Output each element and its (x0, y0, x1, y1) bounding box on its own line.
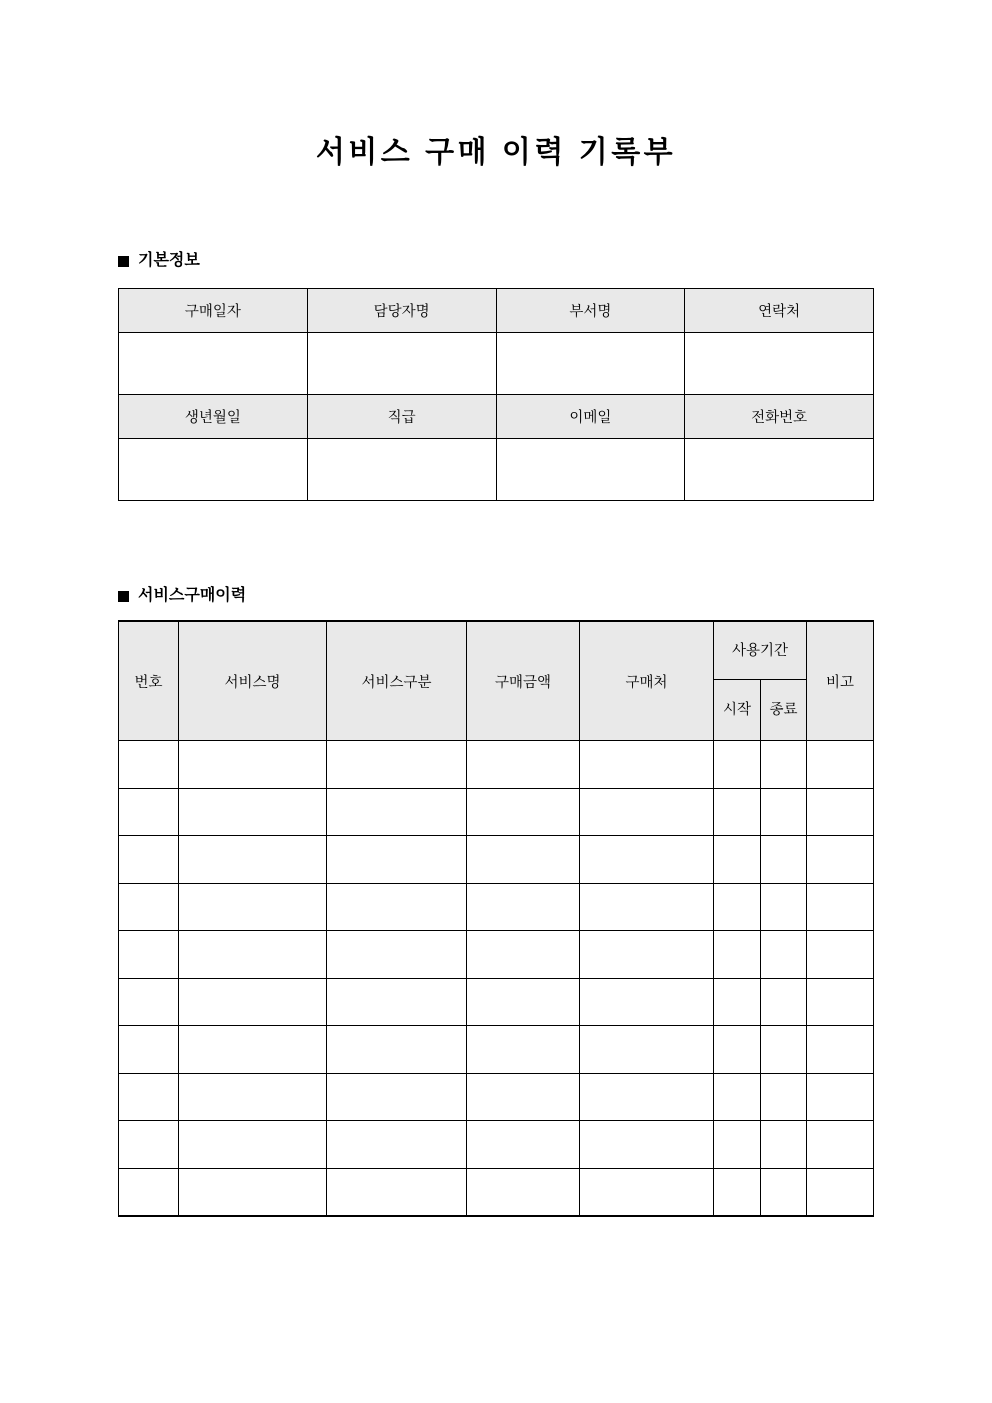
table-row (119, 836, 874, 884)
section-heading-label: 기본정보 (138, 252, 200, 269)
input-cell-person-name[interactable] (307, 333, 496, 395)
cell-vendor[interactable] (580, 1026, 714, 1074)
cell-purchase-amount[interactable] (467, 1168, 580, 1216)
cell-purchase-amount[interactable] (467, 1121, 580, 1169)
cell-service-type[interactable] (327, 741, 467, 789)
cell-period-end[interactable] (761, 1073, 807, 1121)
input-cell-department[interactable] (496, 333, 685, 395)
cell-number[interactable] (119, 788, 179, 836)
cell-period-end[interactable] (761, 1168, 807, 1216)
basic-info-table (118, 288, 874, 501)
table-row (119, 978, 874, 1026)
cell-purchase-amount[interactable] (467, 836, 580, 884)
table-row-entry (119, 439, 874, 501)
cell-vendor[interactable] (580, 741, 714, 789)
input-cell-phone-number[interactable] (685, 439, 874, 501)
cell-number[interactable] (119, 931, 179, 979)
cell-number[interactable] (119, 741, 179, 789)
cell-period-end[interactable] (761, 741, 807, 789)
cell-service-type[interactable] (327, 1026, 467, 1074)
section-heading-basic-info (118, 250, 200, 272)
cell-number[interactable] (119, 1121, 179, 1169)
cell-purchase-amount[interactable] (467, 931, 580, 979)
input-cell-position[interactable] (307, 439, 496, 501)
cell-vendor[interactable] (580, 1073, 714, 1121)
cell-purchase-amount[interactable] (467, 1026, 580, 1074)
cell-purchase-amount[interactable] (467, 741, 580, 789)
cell-remark[interactable] (807, 883, 874, 931)
cell-period-start[interactable] (714, 836, 761, 884)
header-cell-birth-date: 생년월일 (119, 395, 308, 439)
cell-period-start[interactable] (714, 1121, 761, 1169)
input-cell-birth-date[interactable] (119, 439, 308, 501)
header-cell-phone-number: 전화번호 (685, 395, 874, 439)
cell-service-type[interactable] (327, 883, 467, 931)
header-cell-number: 번호 (119, 621, 179, 741)
cell-remark[interactable] (807, 788, 874, 836)
cell-vendor[interactable] (580, 836, 714, 884)
cell-service-name[interactable] (179, 741, 327, 789)
service-purchase-history-table (118, 620, 874, 1217)
cell-remark[interactable] (807, 1073, 874, 1121)
history-table-body (119, 741, 874, 1217)
header-cell-email: 이메일 (496, 395, 685, 439)
table-row (119, 931, 874, 979)
header-cell-remark: 비고 (807, 621, 874, 741)
cell-service-type[interactable] (327, 931, 467, 979)
cell-vendor[interactable] (580, 1168, 714, 1216)
header-cell-purchase-date: 구매일자 (119, 289, 308, 333)
cell-remark[interactable] (807, 978, 874, 1026)
cell-service-name[interactable] (179, 788, 327, 836)
header-cell-department: 부서명 (496, 289, 685, 333)
cell-service-type[interactable] (327, 1121, 467, 1169)
cell-service-type[interactable] (327, 1168, 467, 1216)
cell-number[interactable] (119, 978, 179, 1026)
cell-period-start[interactable] (714, 883, 761, 931)
cell-period-start[interactable] (714, 931, 761, 979)
cell-period-start[interactable] (714, 1168, 761, 1216)
table-row (119, 741, 874, 789)
cell-service-type[interactable] (327, 978, 467, 1026)
table-row (119, 1121, 874, 1169)
table-row (119, 1026, 874, 1074)
cell-service-name[interactable] (179, 1073, 327, 1121)
cell-service-name[interactable] (179, 883, 327, 931)
cell-period-end[interactable] (761, 978, 807, 1026)
cell-service-name[interactable] (179, 1168, 327, 1216)
cell-service-name[interactable] (179, 931, 327, 979)
table-row (119, 883, 874, 931)
header-cell-vendor: 구매처 (580, 621, 714, 741)
cell-remark[interactable] (807, 931, 874, 979)
cell-number[interactable] (119, 883, 179, 931)
cell-period-start[interactable] (714, 978, 761, 1026)
cell-period-end[interactable] (761, 836, 807, 884)
table-row (119, 1168, 874, 1216)
cell-service-name[interactable] (179, 1121, 327, 1169)
cell-period-end[interactable] (761, 883, 807, 931)
cell-number[interactable] (119, 836, 179, 884)
header-cell-service-type: 서비스구분 (327, 621, 467, 741)
input-cell-contact[interactable] (685, 333, 874, 395)
cell-number[interactable] (119, 1073, 179, 1121)
header-cell-service-name: 서비스명 (179, 621, 327, 741)
cell-number[interactable] (119, 1026, 179, 1074)
table-row-header-top (119, 621, 874, 680)
cell-period-end[interactable] (761, 1026, 807, 1074)
cell-remark[interactable] (807, 1121, 874, 1169)
header-cell-period-end: 종료 (761, 680, 807, 741)
section-heading-service-history (118, 585, 246, 607)
cell-period-start[interactable] (714, 741, 761, 789)
cell-remark[interactable] (807, 1026, 874, 1074)
cell-vendor[interactable] (580, 883, 714, 931)
cell-purchase-amount[interactable] (467, 1073, 580, 1121)
cell-service-type[interactable] (327, 836, 467, 884)
table-row-header (119, 289, 874, 333)
cell-vendor[interactable] (580, 978, 714, 1026)
table-row (119, 1073, 874, 1121)
cell-period-end[interactable] (761, 788, 807, 836)
section-heading-label: 서비스구매이력 (138, 587, 247, 604)
cell-service-name[interactable] (179, 836, 327, 884)
cell-period-end[interactable] (761, 1121, 807, 1169)
header-cell-contact: 연락처 (685, 289, 874, 333)
cell-vendor[interactable] (580, 931, 714, 979)
black-square-bullet-icon (118, 591, 129, 602)
table-row-header (119, 395, 874, 439)
cell-remark[interactable] (807, 741, 874, 789)
table-row (119, 788, 874, 836)
cell-purchase-amount[interactable] (467, 978, 580, 1026)
input-cell-purchase-date[interactable] (119, 333, 308, 395)
black-square-bullet-icon (118, 256, 129, 267)
input-cell-email[interactable] (496, 439, 685, 501)
header-cell-person-name: 담당자명 (307, 289, 496, 333)
cell-vendor[interactable] (580, 788, 714, 836)
cell-number[interactable] (119, 1168, 179, 1216)
cell-purchase-amount[interactable] (467, 788, 580, 836)
cell-service-name[interactable] (179, 978, 327, 1026)
header-cell-position: 직급 (307, 395, 496, 439)
cell-remark[interactable] (807, 836, 874, 884)
cell-service-type[interactable] (327, 1073, 467, 1121)
header-cell-period-start: 시작 (714, 680, 761, 741)
header-cell-usage-period: 사용기간 (714, 621, 807, 680)
cell-period-start[interactable] (714, 1026, 761, 1074)
header-cell-purchase-amount: 구매금액 (467, 621, 580, 741)
cell-period-end[interactable] (761, 931, 807, 979)
table-row-entry (119, 333, 874, 395)
cell-vendor[interactable] (580, 1121, 714, 1169)
cell-period-start[interactable] (714, 788, 761, 836)
page-title: 서비스 구매 이력 기록부 (315, 136, 677, 169)
cell-period-start[interactable] (714, 1073, 761, 1121)
cell-purchase-amount[interactable] (467, 883, 580, 931)
cell-service-type[interactable] (327, 788, 467, 836)
cell-remark[interactable] (807, 1168, 874, 1216)
cell-service-name[interactable] (179, 1026, 327, 1074)
